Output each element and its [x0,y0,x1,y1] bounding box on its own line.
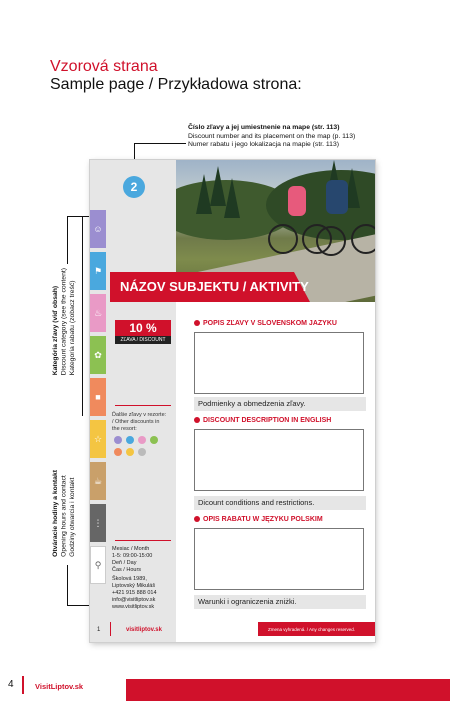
category-tab-cycling [90,252,106,290]
annotation-line: Discount category (see the content) [60,268,68,376]
contact-line: Čas / Hours [112,567,142,573]
annotation-line: Discount number and its placement on the map (p. 113) [188,132,356,140]
discount-dot [150,436,158,444]
leader-line [134,143,186,144]
section-title-text: POPIS ZĽAVY V SLOVENSKOM JAZYKU [203,320,337,327]
annotation-category [52,268,78,375]
map-number-badge: 2 [123,176,145,198]
divider [110,622,111,636]
other-discounts-line: Ďalšie zľavy v rezorte: [112,412,167,418]
annotation-line: Numer rabatu i jego lokalizacja na mapie (str. 113) [188,141,339,148]
description-box-slovak [194,332,364,394]
subject-title: NÁZOV SUBJEKTU / AKTIVITY [120,279,309,294]
discount-dot [114,436,122,444]
opening-hours-contact [112,546,176,611]
footer-red-bar [126,679,450,701]
cup-icon: ☕ [93,475,103,486]
contact-line: +421 915 888 014 [112,590,157,596]
page-title-english: Sample page / Przykładowa strona: [50,76,302,93]
annotation-discount-number [188,124,355,150]
category-tab-food [90,462,106,500]
discount-dot [114,448,122,456]
description-box-english [194,429,364,491]
contact-line: www.visitliptov.sk [112,604,155,610]
conditions-caption-english: Dicount conditions and restrictions. [194,496,366,510]
divider [115,405,171,406]
category-tab-location [90,546,106,584]
building-icon: ■ [95,392,101,402]
contact-line: Mesiac / Month [112,546,150,552]
sample-page-number: 1 [97,627,101,633]
contact-line: Školová 1989, [112,576,147,582]
bullet-icon [194,516,200,522]
category-tab-other [90,504,106,542]
star-icon: ☆ [93,433,103,444]
footer-site-link[interactable]: VisitLiptov.sk [35,682,84,691]
discount-label: ZĽAVA / DISCOUNT [115,336,171,344]
bullet-icon [194,320,200,326]
page-title-slovak: Vzorová strana [50,58,158,75]
section-title-english [194,417,331,424]
contact-line: info@visitliptov.sk [112,597,156,603]
category-tab-person [90,210,106,248]
other-discounts-label [112,412,172,433]
description-box-polish [194,528,364,590]
annotation-line: Číslo zľavy a jej umiestnenie na mape (str. 113) [188,124,340,131]
contact-line: Liptovský Mikuláš [112,583,156,589]
discount-dot [138,436,146,444]
footer-separator [22,676,24,694]
annotation-opening-hours [52,470,78,557]
other-discounts-line: / Other discounts in [112,419,160,425]
annotation-line: Godziny otwarcia i kontakt [69,477,76,557]
annotation-line: Otváracie hodiny a kontakt [52,470,59,557]
annotation-line: Kategória zľavy (viď obsah) [52,285,59,376]
dots-icon: ⋮ [93,517,103,528]
leaf-icon: ✿ [94,349,102,360]
spa-icon: ♨ [93,307,103,318]
leader-line [67,565,68,605]
category-tab-building [90,378,106,416]
conditions-caption-slovak: Podmienky a obmedzenia zľavy. [194,397,366,411]
contact-line: 1-5: 09:00-15:00 [112,553,153,559]
discount-value: 10 % [115,320,171,336]
section-title-polish [194,516,323,523]
section-title-slovak [194,320,337,327]
pin-icon: ⚲ [94,559,102,570]
conditions-caption-polish: Warunki i ograniczenia zniżki. [194,595,366,609]
annotation-line: Opening hours and contact [60,475,68,557]
discount-dot [126,448,134,456]
person-icon: ☺ [93,224,103,234]
leader-line [82,216,83,416]
section-title-text: OPIS RABATU W JĘZYKU POLSKIM [203,516,323,523]
category-tab-nature [90,336,106,374]
leader-line [67,216,68,264]
annotation-line: Kategoria rabatu (zobacz treść) [69,280,76,376]
other-discounts-line: the resort: [112,426,137,432]
bullet-icon [194,417,200,423]
cyclist-icon: ⚑ [93,265,103,276]
discount-dot [126,436,134,444]
discount-dot [138,448,146,456]
page-number: 4 [8,679,14,690]
divider [115,540,171,541]
category-tab-spa [90,294,106,332]
section-title-text: DISCOUNT DESCRIPTION IN ENGLISH [203,417,332,424]
sample-footer-note: Zmena vyhradená. / Any changes reserved. [268,627,356,632]
sample-footer-site: visitliptov.sk [126,627,162,633]
sample-page [90,160,375,642]
category-tab-star [90,420,106,458]
contact-line: Deň / Day [112,560,137,566]
